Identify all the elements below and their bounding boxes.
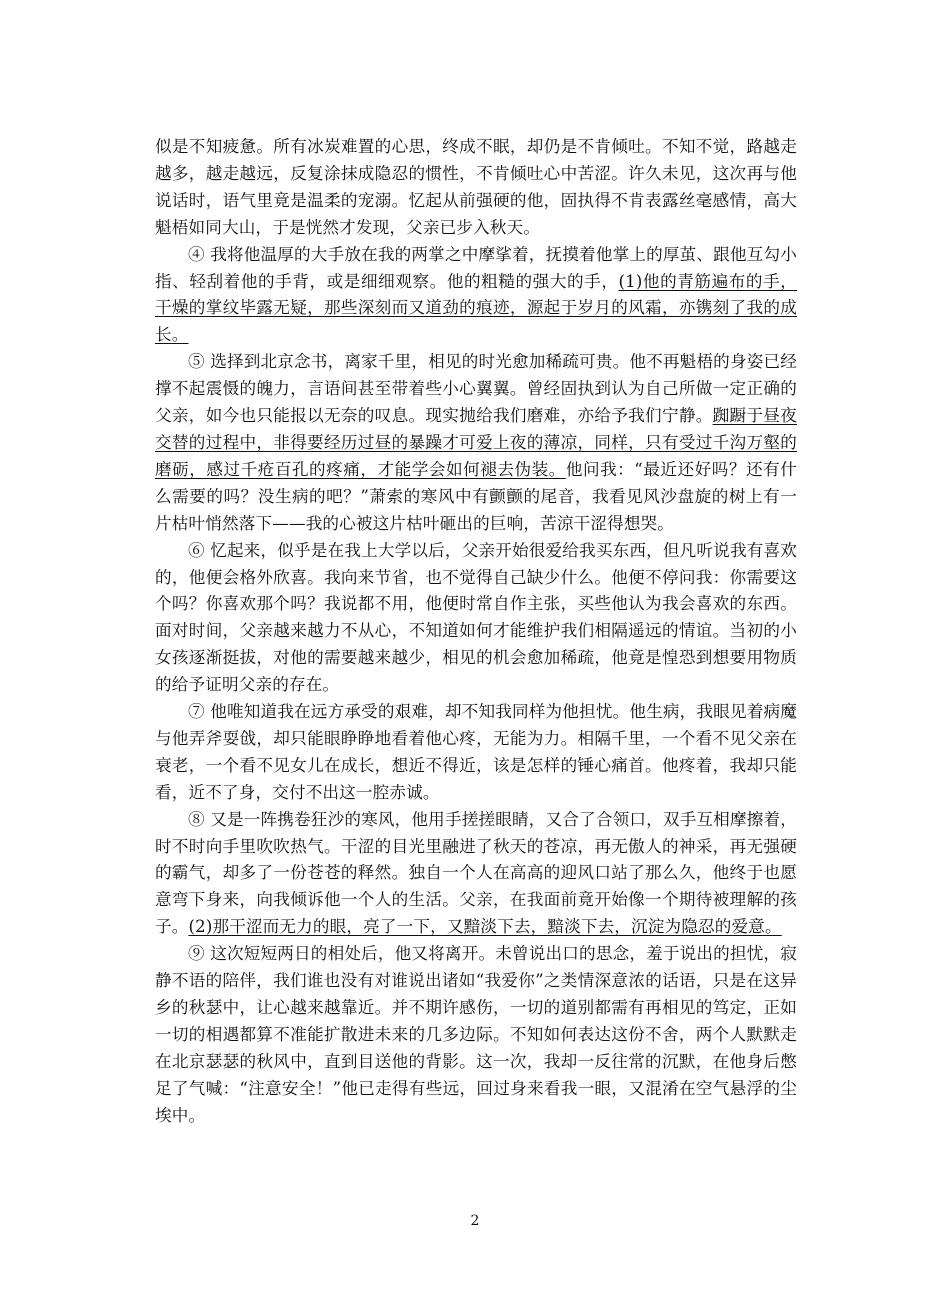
paragraph-8 <box>155 807 797 942</box>
paragraph-9 <box>155 941 797 1129</box>
underlined-question-2-passage: (2)那干涩而无力的眼，亮了一下，又黯淡下去，黯淡下去，沉淀为隐忍的爱意。 <box>188 917 782 937</box>
paragraph-text: ⑧ 又是一阵携卷狂沙的寒风，他用手搓搓眼睛，又合了合领口，双手互相摩擦着，时不时向手里吹吹热气。干涩的目光里融进了秋天的苍凉，再无傲人的神采，再无强硬的霸气，却多了一份苍苍的释然。独自一个人在高高的迎风口站了那么久，他终于也愿意弯下身来，向我倾诉他一个人的生活。父亲，在我面前竟开始像一个期待被理解的孩子。 <box>155 809 797 937</box>
paragraph-text: 他问我：“最近还好吗？还有什么需要的吗？没生病的吧？”萧索的寒风中有颤颤的尾音，我看见风沙盘旋的树上有一片枯叶悄然落下——我的心被这片枯叶砸出的巨响，苦涼干涩得想哭。 <box>155 459 797 533</box>
paragraph-text: ⑨ 这次短短两日的相处后，他又将离开。未曾说出口的思念，羞于说出的担忧，寂静不语的陪伴，我们谁也没有对谁说出诸如“我爱你”之类情深意浓的话语，只是在这异乡的秋瑟中，让心越来越靠近。并不期许感伤，一切的道别都需有再相见的笃定，正如一切的相遇都算不准能扩散进未来的几多边际。不知如何表达这份不舍，两个人默默走在北京瑟瑟的秋风中，直到目送他的背影。这一次，我却一反往常的沉默，在他身后憋足了气喊：“注意安全！”他已走得有些远，回过身来看我一眼，又混淆在空气悬浮的尘埃中。 <box>155 944 797 1125</box>
paragraph-text: ⑥ 忆起来，似乎是在我上大学以后，父亲开始很爱给我买东西，但凡听说我有喜欢的，他便会格外欣喜。我向来节省，也不觉得自己缺少什么。他便不停问我：你需要这个吗？你喜欢那个吗？我说都不用，他便时常自作主张，买些他认为我会喜欢的东西。面对时间，父亲越来越力不从心，不知道如何才能维护我们相隔遥远的情谊。当初的小女孩逐渐挺拔，对他的需要越来越少，相见的机会愈加稀疏，他竟是惶恐到想要用物质的给予证明父亲的存在。 <box>155 540 797 695</box>
paragraph-6 <box>155 538 797 699</box>
article-body <box>155 134 797 1130</box>
page-number: 2 <box>470 1213 480 1229</box>
paragraph-text: ⑦ 他唯知道我在远方承受的艰难，却不知我同样为他担忧。他生病，我眼见着病魔与他弄斧耍戗，却只能眼睁睁地看着他心疼，无能为力。相隔千里，一个看不见父亲在衰老，一个看不见女儿在成长，想近不得近，该是怎样的锤心痛首。他疼着，我却只能看，近不了身，交付不出这一腔赤诚。 <box>155 702 797 802</box>
underlined-question-1-passage: (1)他的青筋遍布的手，干燥的掌纹毕露无疑，那些深刻而又道劲的痕迹，源起于岁月的风霜，亦镌刻了我的成长。 <box>155 271 797 345</box>
paragraph-text: 似是不知疲惫。所有冰炭难置的心思，终成不眠，却仍是不肯倾吐。不知不觉，路越走越多，越走越远，反复涂抹成隐忍的惯性，不肯倾吐心中苦涩。许久未见，这次再与他说话时，语气里竟是温柔的宠溺。忆起从前强硬的他，固执得不肯表露丝毫感情，高大魁梧如同大山，于是恍然才发现，父亲已步入秋天。 <box>155 137 797 237</box>
paragraph-7 <box>155 699 797 807</box>
underlined-passage: 踟蹰于昼夜交替的过程中，非得要经历过昼的暴躁才可爱上夜的薄凉，同样，只有受过千沟万壑的磨砺，感过千疮百孔的疼痛，才能学会如何褪去伪装。 <box>155 406 797 479</box>
paragraph-text: ⑤ 选择到北京念书，离家千里，相见的时光愈加稀疏可贵。他不再魁梧的身姿已经撑不起震慑的魄力，言语间甚至带着些小心翼翼。曾经固执到认为自己所做一定正确的父亲，如今也只能报以无奈的叹息。现实抛给我们磨难，亦给予我们宁静。 <box>155 352 797 426</box>
paragraph-text: ④ 我将他温厚的大手放在我的两掌之中摩挲着，抚摸着他掌上的厚茧、跟他互勾小指、轻刮着他的手背，或是细细观察。他的粗糙的强大的手， <box>155 244 797 291</box>
paragraph-continued <box>155 134 797 242</box>
paragraph-5 <box>155 349 797 537</box>
paragraph-4 <box>155 242 797 350</box>
